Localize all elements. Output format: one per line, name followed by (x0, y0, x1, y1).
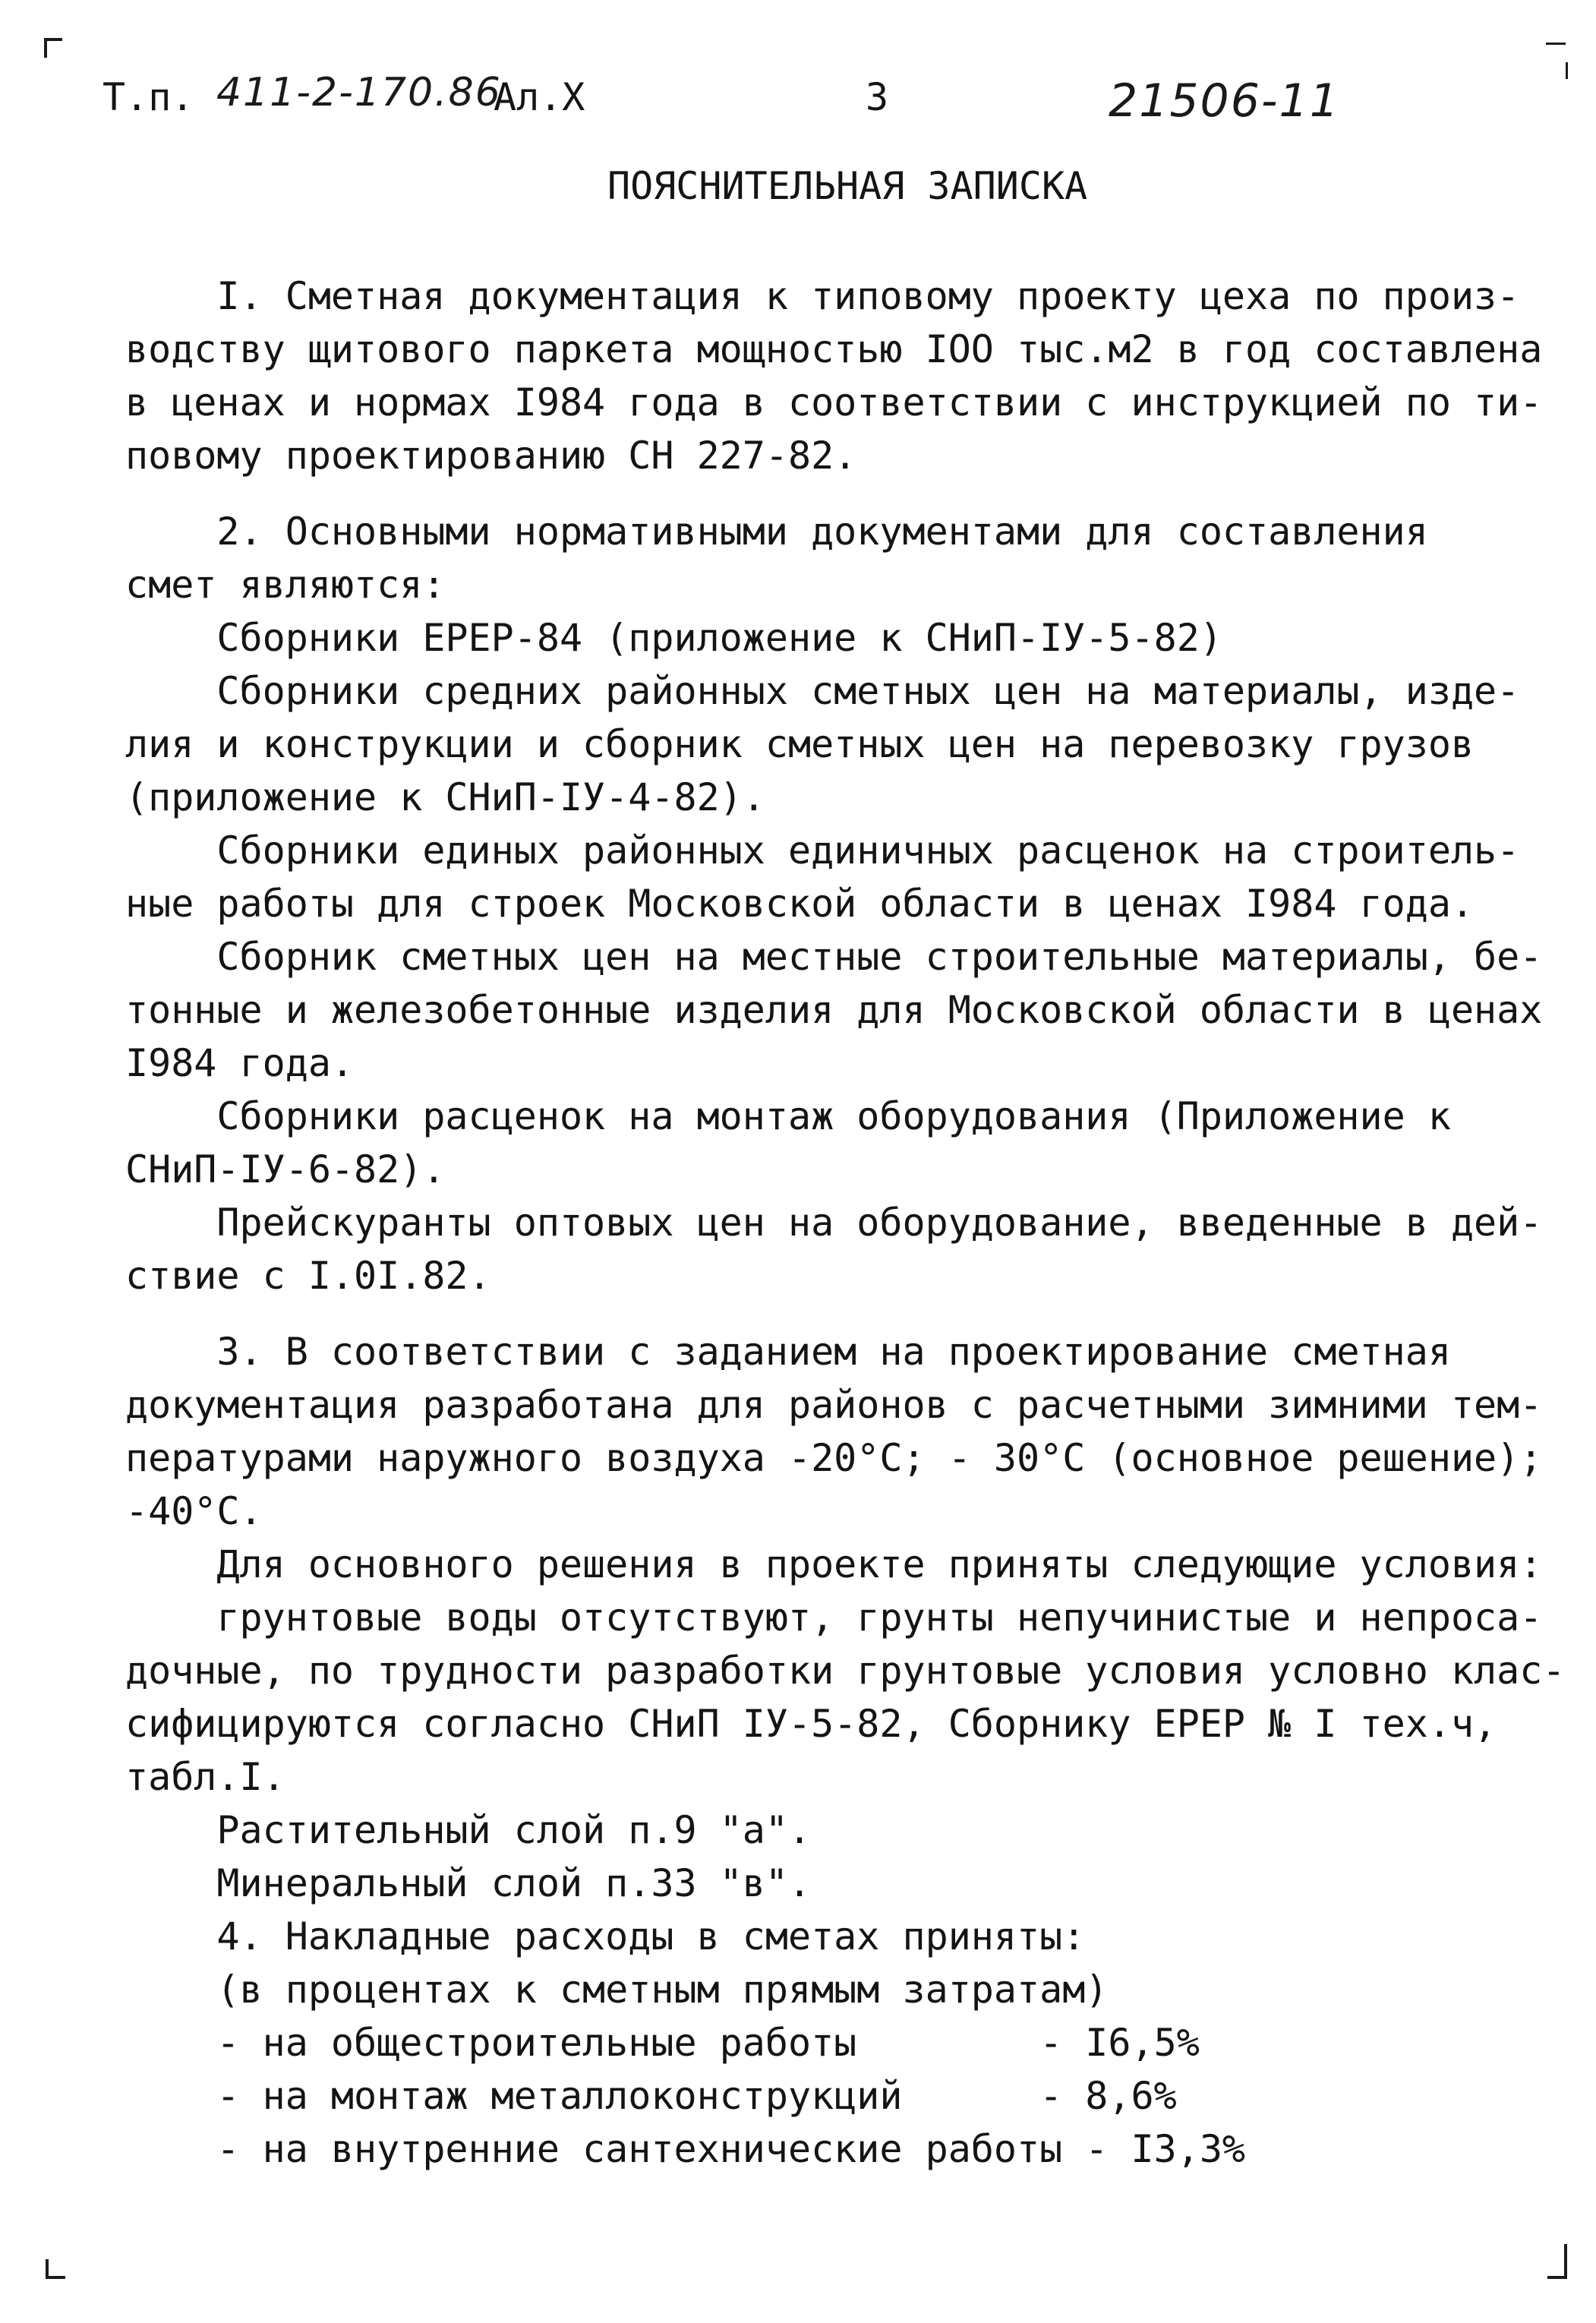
text-line: документация разработана для районов с расчетными зимними тем- (125, 1383, 1543, 1427)
text-line: Сборники расценок на монтаж оборудования (Приложение к (125, 1094, 1451, 1138)
text-line: Сборник сметных цен на местные строительные материалы, бе- (125, 935, 1543, 979)
text-line: I. Сметная документация к типовому проекту цеха по произ- (125, 274, 1520, 318)
doc-prefix: Т.п. (103, 75, 194, 119)
text-line: 2. Основными нормативными документами для составления (125, 510, 1428, 554)
text-line: - на внутренние сантехнические работы - I3,3% (125, 2127, 1246, 2171)
corner-mark-top-right-v (1566, 62, 1568, 79)
text-line: Минеральный слой п.33 "в". (125, 1861, 812, 1905)
corner-mark-bottom-left (46, 2259, 49, 2277)
text-line: (приложение к СНиП-IУ-4-82). (125, 775, 765, 819)
text-line: тонные и железобетонные изделия для Московской области в ценах (125, 988, 1543, 1032)
text-line: грунтовые воды отсутствуют, грунты непучинистые и непроса- (125, 1595, 1543, 1640)
text-line: ствие с I.0I.82. (125, 1254, 491, 1298)
text-line: водству щитового паркета мощностью IOO тыс.м2 в год составлена (125, 327, 1543, 371)
text-line: дочные, по трудности разработки грунтовые условия условно клас- (125, 1649, 1566, 1693)
corner-mark-top-left-v (44, 38, 47, 58)
text-line: повому проектированию СН 227-82. (125, 434, 857, 478)
text-line: ные работы для строек Московской области в ценах I984 года. (125, 882, 1475, 926)
text-line: пературами наружного воздуха -20°С; - 30°С (основное решение); (125, 1436, 1543, 1480)
text-line: табл.I. (125, 1755, 285, 1799)
page-title: ПОЯСНИТЕЛЬНАЯ ЗАПИСКА (607, 164, 1088, 208)
text-line: лия и конструкции и сборник сметных цен на перевозку грузов (125, 722, 1475, 766)
corner-mark-bottom-left-h (46, 2276, 65, 2279)
text-line: - на общестроительные работы - I6,5% (125, 2021, 1200, 2065)
page-number: 3 (866, 75, 889, 119)
text-line: смет являются: (125, 563, 446, 607)
album-label: Ал.Х (494, 75, 585, 119)
text-line: сифицируются согласно СНиП IУ-5-82, Сборнику ЕРЕР № I тех.ч, (125, 1702, 1497, 1746)
text-line: Сборники единых районных единичных расценок на строитель- (125, 829, 1520, 873)
text-line: Прейскуранты оптовых цен на оборудование, введенные в дей- (125, 1201, 1543, 1245)
corner-mark-top-right (1546, 43, 1566, 45)
text-line: 3. В соответствии с заданием на проектирование сметная (125, 1330, 1451, 1374)
doc-code-handwritten: 411-2-170.86 (216, 70, 502, 115)
text-line: - на монтаж металлоконструкций - 8,6% (125, 2074, 1177, 2118)
text-line: в ценах и нормах I984 года в соответствии с инструкцией по ти- (125, 380, 1543, 425)
corner-mark-bottom-right-v (1564, 2244, 1567, 2277)
text-line: Сборники ЕРЕР-84 (приложение к СНиП-IУ-5-82) (125, 616, 1222, 660)
text-line: -40°С. (125, 1489, 263, 1533)
stamp-number-handwritten: 21506-11 (1109, 74, 1340, 128)
text-line: Для основного решения в проекте приняты следующие условия: (125, 1542, 1543, 1586)
text-line: I984 года. (125, 1041, 355, 1085)
text-line: 4. Накладные расходы в сметах приняты: (125, 1914, 1086, 1958)
text-line: Растительный слой п.9 "а". (125, 1808, 812, 1852)
text-line: Сборники средних районных сметных цен на материалы, изде- (125, 669, 1520, 713)
text-line: СНиП-IУ-6-82). (125, 1147, 446, 1191)
text-line: (в процентах к сметным прямым затратам) (125, 1968, 1109, 2012)
